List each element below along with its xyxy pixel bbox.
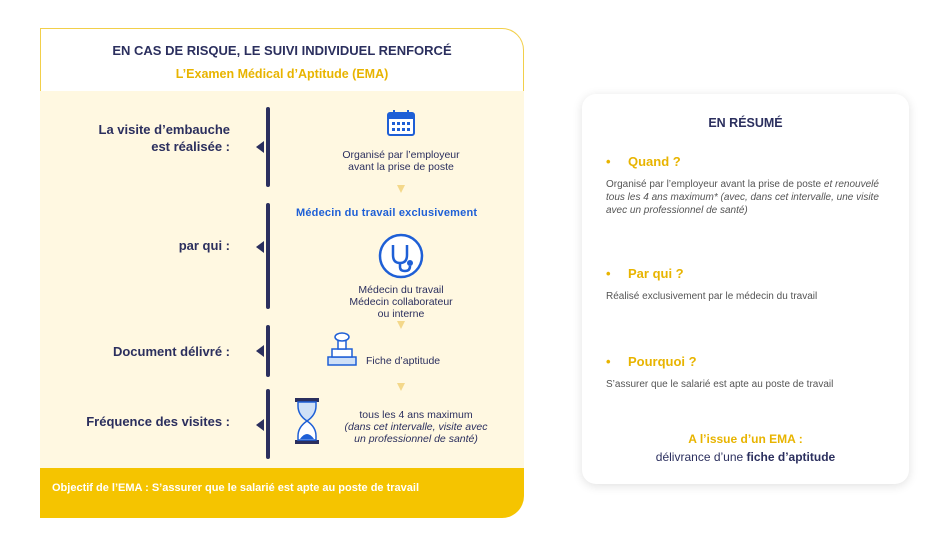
arrow-left-icon <box>256 141 264 153</box>
row-label-visite: La visite d’embauche est réalisée : <box>98 122 230 154</box>
summary-delivrance: délivrance d’une fiche d’aptitude <box>655 450 836 464</box>
row-bar <box>266 203 270 309</box>
stethoscope-icon <box>378 233 424 279</box>
medecin-exclusif: Médecin du travail exclusivement <box>296 207 478 219</box>
row-label-document: Document délivré : <box>112 344 230 359</box>
row-label-frequence: Fréquence des visites : <box>86 414 230 429</box>
connector-icon <box>397 185 405 193</box>
footer-objectif: Objectif de l’EMA : S’assurer que le salarié est apte au poste de travail <box>52 482 420 494</box>
row-text-document: Fiche d’aptitude <box>366 355 441 367</box>
card-header <box>40 28 524 91</box>
summary-quand-text: Organisé par l’employeur avant la prise de poste et renouvelé tous les 4 ans maximum* (avec, dans cet intervalle, une visite avec un professionnel de santé) <box>606 179 879 216</box>
row-text-visite: Organisé par l’employeur avant la prise de poste <box>342 149 460 173</box>
row-bar <box>266 389 270 459</box>
connector-icon <box>397 321 405 329</box>
row-label-parqui: par qui : <box>178 238 230 253</box>
calendar-icon <box>386 109 416 137</box>
arrow-left-icon <box>256 345 264 357</box>
summary-pourquoi-title: • Pourquoi ? <box>606 354 697 369</box>
card-subtitle: L’Examen Médical d’Aptitude (EMA) <box>175 67 389 81</box>
row-bar <box>266 325 270 377</box>
summary-title: EN RÉSUMÉ <box>708 116 783 130</box>
hourglass-icon <box>294 397 320 445</box>
row-text-frequence: tous les 4 ans maximum (dans cet intervalle, visite avec un professionnel de santé) <box>344 409 488 445</box>
ema-card <box>40 28 524 518</box>
row-text-parqui: Médecin du travail Médecin collaborateur ou interne <box>349 284 453 320</box>
arrow-left-icon <box>256 419 264 431</box>
summary-quand-title: • Quand ? <box>606 154 681 169</box>
card-body <box>40 91 524 468</box>
card-title: EN CAS DE RISQUE, LE SUIVI INDIVIDUEL RENFORCÉ <box>112 43 452 58</box>
summary-issue: A l’issue d’un EMA : <box>688 432 803 446</box>
summary-card <box>582 94 909 484</box>
connector-icon <box>397 383 405 391</box>
arrow-left-icon <box>256 241 264 253</box>
summary-pourquoi-text: S’assurer que le salarié est apte au poste de travail <box>606 379 834 390</box>
summary-parqui-title: • Par qui ? <box>606 266 684 281</box>
card-footer <box>40 468 524 518</box>
stamp-icon <box>326 331 360 367</box>
summary-parqui-text: Réalisé exclusivement par le médecin du travail <box>606 291 818 302</box>
row-bar <box>266 107 270 187</box>
